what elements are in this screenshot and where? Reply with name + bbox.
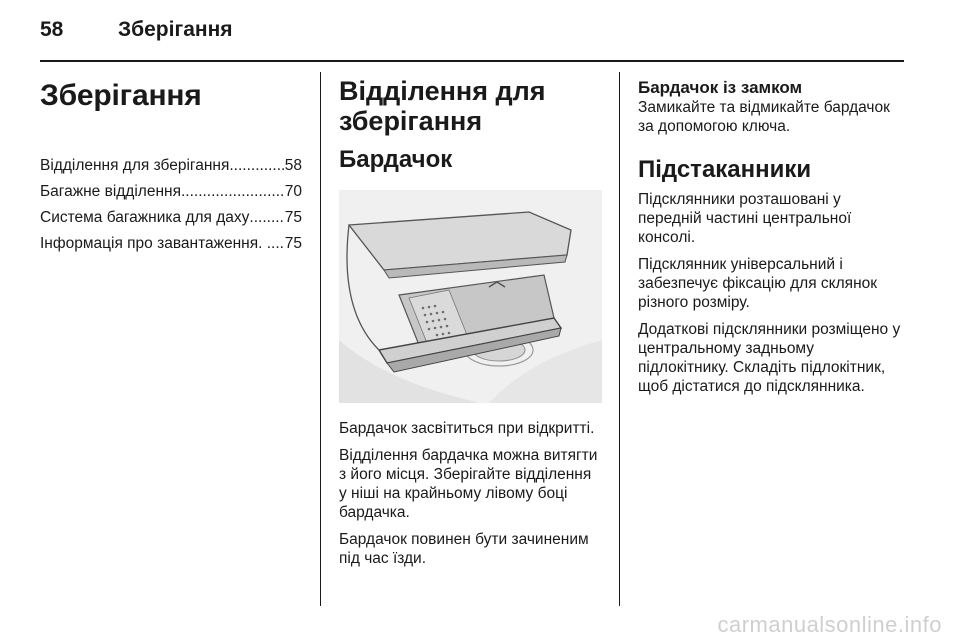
toc-entry-leader: . . ..... (258, 234, 285, 254)
toc-entry-page: 58 (284, 157, 302, 174)
column-toc (40, 70, 302, 260)
toc-entry[interactable] (40, 234, 302, 254)
toc-entry-leader: ......... ..... (229, 156, 284, 176)
toc-entry[interactable] (40, 156, 302, 176)
column-divider-right (619, 72, 620, 606)
toc-entry-page: 70 (284, 183, 302, 200)
cupholders-paragraph: Підсклянник універсальний і забезпечує фіксацію для склянок різного розміру. (638, 256, 878, 311)
cupholders-title: Підстаканники (638, 156, 812, 183)
column-glovebox (339, 70, 603, 576)
cupholders-paragraph: Додаткові підсклянники розміщено у центральному задньому підлокітнику. Складіть підлокітник, щоб дістатися до підсклянника. (638, 321, 901, 395)
glovebox-paragraph: Бардачок засвітиться при відкритті. (339, 420, 595, 437)
column-divider-left (320, 72, 321, 606)
column-cupholders (638, 70, 906, 404)
toc-entry-leader: .... ..... (249, 208, 284, 228)
toc-entry[interactable] (40, 208, 302, 228)
glovebox-paragraph: Бардачок повинен бути зачиненим під час їзди. (339, 531, 589, 567)
toc-entry-label: Система багажника для даху (40, 209, 250, 226)
subsection-title: Бардачок (339, 146, 453, 173)
glovebox-illustration (339, 190, 602, 403)
chapter-title: Зберігання (40, 79, 202, 112)
running-title: Зберігання (118, 18, 233, 41)
glovebox-drawing (339, 190, 602, 403)
toc-entry[interactable] (40, 182, 302, 202)
section-title: Відділення для зберігання (339, 76, 546, 136)
watermark: carmanualsonline.info (717, 612, 942, 637)
cupholders-paragraph: Підсклянники розташовані у передній частині центральної консолі. (638, 191, 852, 246)
toc-entry-label: Багажне відділення (40, 183, 181, 200)
toc-entry-page: 75 (284, 209, 302, 226)
table-of-contents (40, 156, 302, 254)
toc-entry-leader: .................... ..... (181, 182, 285, 202)
header-rule (40, 60, 904, 62)
page-number: 58 (40, 18, 64, 41)
toc-entry-label: Інформація про завантаження (40, 235, 259, 252)
toc-entry-page: 75 (284, 235, 302, 252)
toc-entry-label: Відділення для зберігання (40, 157, 230, 174)
glovebox-paragraph: Відділення бардачка можна витягти з його місця. Зберігайте відділення у ніші на крайньому лівому боці бардачка. (339, 447, 598, 521)
lock-glovebox-title: Бардачок із замком (638, 78, 803, 97)
lock-glovebox-text: Замикайте та відмикайте бардачок за допомогою ключа. (638, 99, 890, 135)
